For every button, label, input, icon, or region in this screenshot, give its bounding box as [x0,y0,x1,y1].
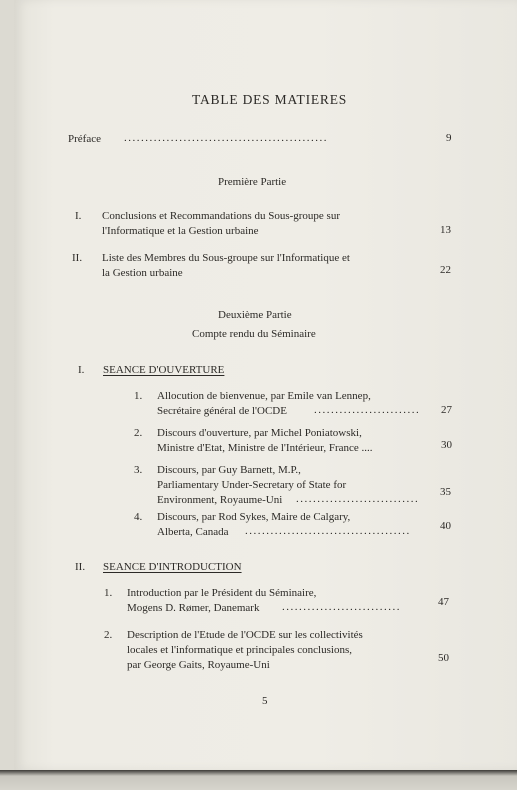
entry-text: Discours, par Guy Barnett, M.P., [157,464,301,476]
section-title: SEANCE D'INTRODUCTION [103,561,242,573]
entry-text: Discours d'ouverture, par Michel Poniatowski, [157,427,362,439]
entry-text: Secrétaire général de l'OCDE [157,405,287,417]
document-page [14,0,517,770]
entry-text: Introduction par le Président du Séminaire, [127,587,317,599]
entry-text: Ministre d'Etat, Ministre de l'Intérieur, France .... [157,442,373,454]
page-number: 5 [262,695,268,707]
entry-page: 35 [440,486,451,498]
entry-text: par George Gaits, Royaume-Uni [127,659,270,671]
entry-page: 50 [438,652,449,664]
desk-edge [0,770,517,790]
entry-number: 1. [134,390,143,402]
entry-page: 27 [441,404,452,416]
entry-page: 40 [440,520,451,532]
entry-number: 2. [104,629,113,641]
preface-page: 9 [446,132,452,144]
preface-label: Préface [68,133,101,145]
part2-subheading: Compte rendu du Séminaire [192,328,316,340]
leader-dots: ................................................ [124,132,328,144]
leader-dots: ....................................... [245,525,411,537]
leader-dots: ............................. [296,493,420,505]
part1-item-numeral: II. [72,252,83,264]
entry-text: Allocution de bienvenue, par Emile van Lennep, [157,390,371,402]
section-numeral: II. [75,561,86,573]
part1-item-numeral: I. [75,210,82,222]
entry-page: 47 [438,596,449,608]
entry-number: 3. [134,464,143,476]
entry-text: Parliamentary Under-Secretary of State for [157,479,347,491]
part1-item-title: la Gestion urbaine [102,267,183,279]
leader-dots: ......................... [314,404,421,416]
entry-text: Alberta, Canada [157,526,229,538]
part2-heading: Deuxième Partie [218,309,292,321]
entry-text: Discours, par Rod Sykes, Maire de Calgary, [157,511,351,523]
leader-dots: ............................ [282,601,401,613]
toc-title: TABLE DES MATIERES [192,92,348,107]
part1-item-title: Conclusions et Recommandations du Sous-groupe sur [102,210,341,222]
entry-page: 30 [441,439,452,451]
entry-number: 4. [134,511,143,523]
part1-heading: Première Partie [218,176,287,188]
entry-text: locales et l'informatique et principales conclusions, [127,644,352,656]
part1-item-title: l'Informatique et la Gestion urbaine [102,225,259,237]
entry-text: Mogens D. Rømer, Danemark [127,602,260,614]
entry-text: Description de l'Etude de l'OCDE sur les collectivités [127,629,363,641]
entry-text: Environment, Royaume-Uni [157,494,283,506]
part1-item-title: Liste des Membres du Sous-groupe sur l'Informatique et [102,252,350,264]
part1-item-page: 22 [440,264,451,276]
entry-number: 2. [134,427,143,439]
section-title: SEANCE D'OUVERTURE [103,364,225,376]
section-numeral: I. [78,364,85,376]
part1-item-page: 13 [440,224,451,236]
entry-number: 1. [104,587,113,599]
